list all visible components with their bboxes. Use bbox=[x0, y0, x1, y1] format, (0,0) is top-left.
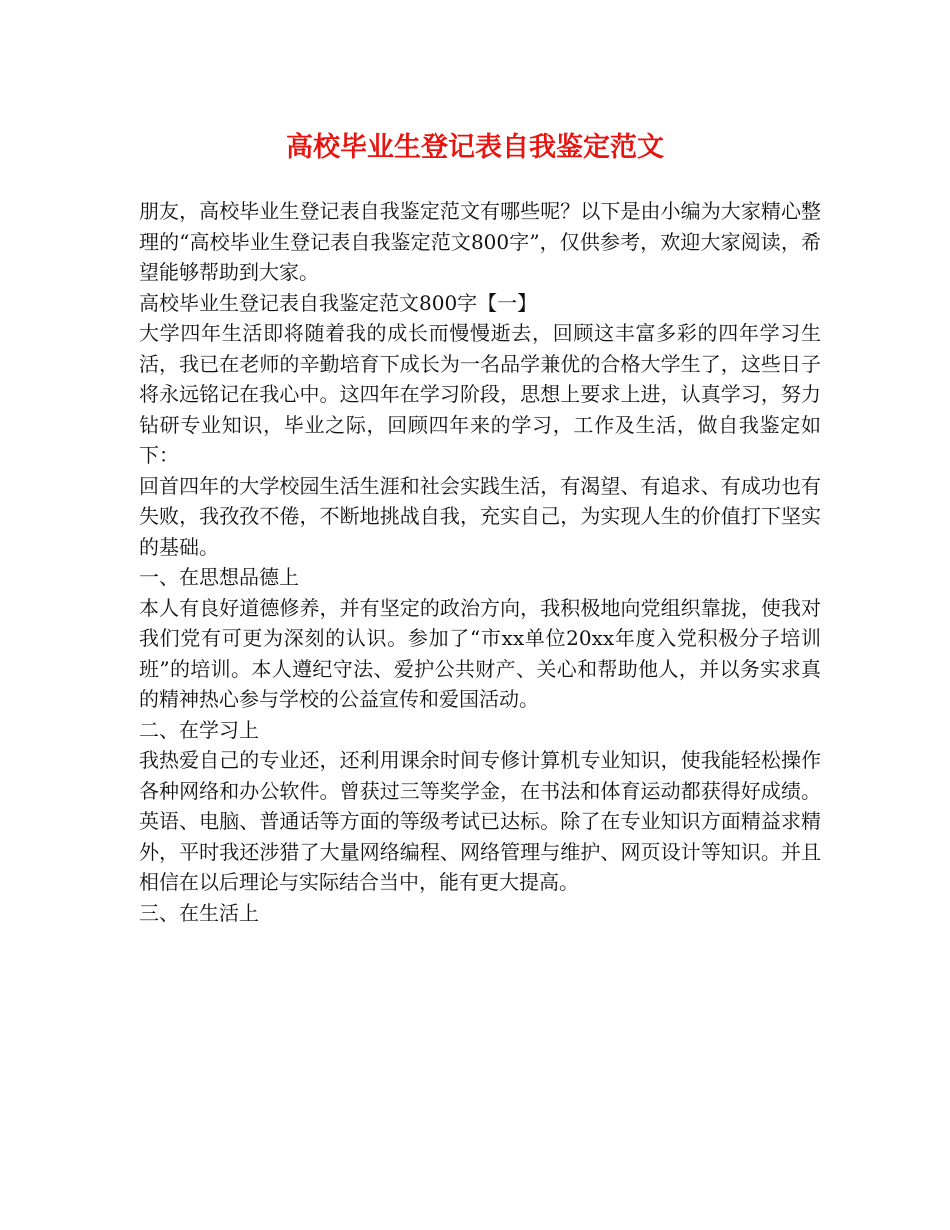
subheading-life: 三、在生活上 bbox=[139, 900, 259, 925]
body-paragraph: 本人有良好道德修养，并有坚定的政治方向，我积极地向党组织靠拢，使我对我们党有可更为深刻的认识。参加了“市xx单位20xx年度入党积极分子培训班”的培训。本人遵纪守法、爱护公共财产、关心和帮助他人，并以务实求真的精神热心参与学校的公益宣传和爱国活动。 bbox=[139, 595, 821, 711]
document-body bbox=[139, 196, 821, 928]
body-paragraph: 我热爱自己的专业还，还利用课余时间专修计算机专业知识，使我能轻松操作各种网络和办公软件。曾获过三等奖学金，在书法和体育运动都获得好成绩。英语、电脑、普通话等方面的等级考试已达标。除了在专业知识方面精益求精外，平时我还涉猎了大量网络编程、网络管理与维护、网页设计等知识。并且相信在以后理论与实际结合当中，能有更大提高。 bbox=[139, 748, 821, 894]
body-paragraph: 大学四年生活即将随着我的成长而慢慢逝去，回顾这丰富多彩的四年学习生活，我已在老师的辛勤培育下成长为一名品学兼优的合格大学生了，这些日子将永远铭记在我心中。这四年在学习阶段，思想上要求上进，认真学习，努力钻研专业知识，毕业之际，回顾四年来的学习，工作及生活，做自我鉴定如下： bbox=[139, 321, 821, 467]
subheading-study: 二、在学习上 bbox=[139, 717, 259, 742]
document-title: 高校毕业生登记表自我鉴定范文 bbox=[286, 132, 664, 163]
body-paragraph: 回首四年的大学校园生活生涯和社会实践生活，有渴望、有追求、有成功也有失败，我孜孜不倦，不断地挑战自我，充实自己，为实现人生的价值打下坚实的基础。 bbox=[139, 473, 821, 559]
section-heading-part-one: 高校毕业生登记表自我鉴定范文800字【一】 bbox=[139, 290, 538, 315]
intro-paragraph: 朋友，高校毕业生登记表自我鉴定范文有哪些呢？以下是由小编为大家精心整理的“高校毕业生登记表自我鉴定范文800字”，仅供参考，欢迎大家阅读，希望能够帮助到大家。 bbox=[139, 199, 821, 284]
subheading-ideology: 一、在思想品德上 bbox=[139, 565, 299, 589]
